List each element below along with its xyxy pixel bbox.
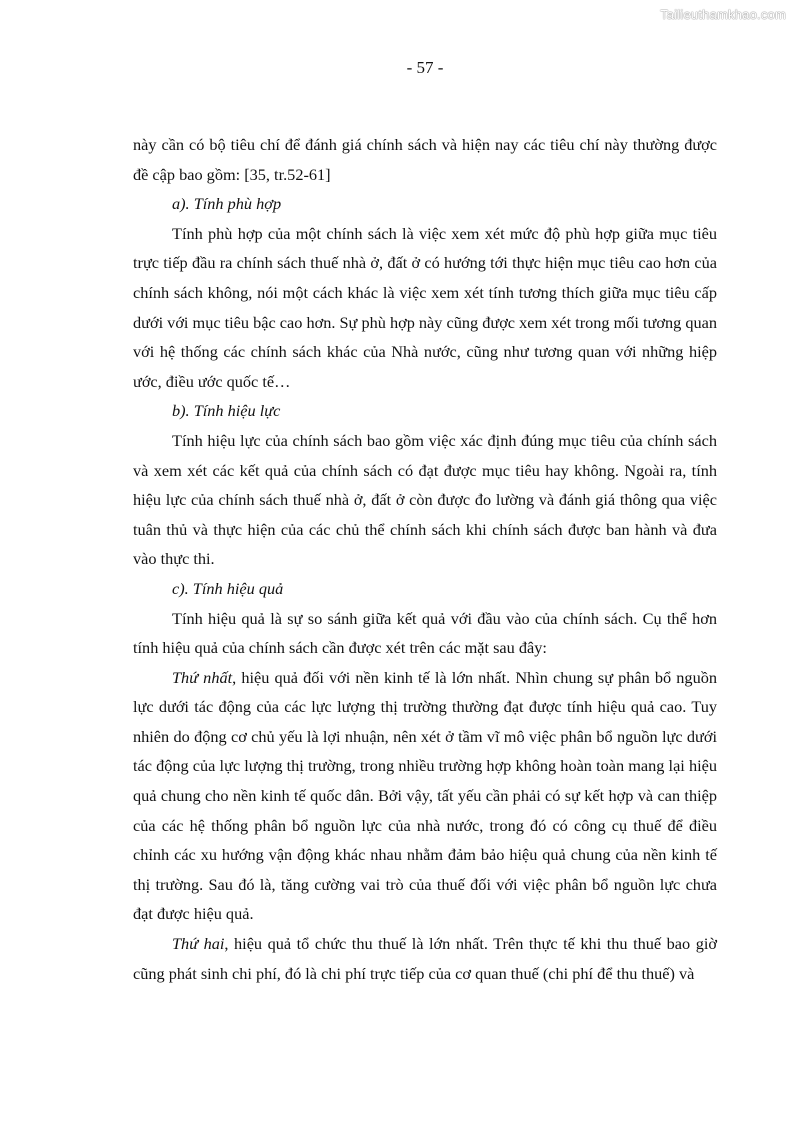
paragraph-hieu-luc: Tính hiệu lực của chính sách bao gồm việc xác định đúng mục tiêu của chính sách và xem xét các kết quả của chính sách có đạt được mục tiêu hay không. Ngoài ra, tính hiệu lực của chính sách thuế nhà ở, đất ở còn được đo lường và đánh giá thông qua việc tuân thủ và thực hiện của các chủ thể chính sách khi chính sách được ban hành và đưa vào thực thi. — [133, 430, 717, 569]
watermark: Tailieuthamkhao.com — [660, 7, 786, 22]
paragraph-intro: này cần có bộ tiêu chí để đánh giá chính sách và hiện nay các tiêu chí này thường được đề cập bao gồm: [35, tr.52-61] — [133, 135, 717, 184]
document-body — [133, 130, 717, 988]
paragraph-hieu-qua: Tính hiệu quả là sự so sánh giữa kết quả với đầu vào của chính sách. Cụ thể hơn tính hiệu quả của chính sách cần được xét trên các mặt sau đây: — [133, 608, 717, 658]
section-heading-b: b). Tính hiệu lực — [172, 401, 281, 421]
page-number: - 57 - — [406, 58, 444, 77]
paragraph-thu-hai-text: , hiệu quả tổ chức thu thuế là lớn nhất. Trên thực tế khi thu thuế bao giờ cũng phát sinh chi phí, đó là chi phí trực tiếp của cơ quan thuế (chi phí để thu thuế) và — [133, 934, 717, 983]
section-heading-a: a). Tính phù hợp — [172, 194, 282, 214]
paragraph-thu-nhat-text: , hiệu quả đối với nền kinh tế là lớn nhất. Nhìn chung sự phân bổ nguồn lực dưới tác động của các lực lượng thị trường thường đạt được tính hiệu quả cao. Tuy nhiên do động cơ chủ yếu là lợi nhuận, nên xét ở tầm vĩ mô việc phân bổ nguồn lực dưới tác động của lực lượng thị trường, trong nhiều trường hợp không hoàn toàn mang lại hiệu quả chung cho nền kinh tế quốc dân. Bởi vậy, tất yếu cần phải có sự kết hợp và can thiệp của các hệ thống phân bổ nguồn lực của nhà nước, trong đó có công cụ thuế để điều chỉnh các xu hướng vận động khác nhau nhằm đảm bảo hiệu quả chung của nền kinh tế thị trường. Sau đó là, tăng cường vai trò của thuế đối với việc phân bổ nguồn lực chưa đạt được hiệu quả. — [133, 667, 717, 924]
paragraph-thu-hai — [133, 929, 717, 988]
lead-term-thu-nhat: Thứ nhất — [172, 667, 233, 687]
paragraph-thu-nhat — [133, 663, 717, 929]
paragraph-phu-hop: Tính phù hợp của một chính sách là việc xem xét mức độ phù hợp giữa mục tiêu trực tiếp đầu ra chính sách thuế nhà ở, đất ở có hướng tới thực hiện mục tiêu cao hơn của chính sách không, nói một cách khác là việc xem xét tính tương thích giữa mục tiêu cấp dưới với mục tiêu bậc cao hơn. Sự phù hợp này cũng được xem xét trong mối tương quan với hệ thống các chính sách khác của Nhà nước, cũng như tương quan với những hiệp ước, điều ước quốc tế… — [133, 223, 717, 391]
lead-term-thu-hai: Thứ hai — [172, 934, 225, 954]
section-heading-c: c). Tính hiệu quả — [172, 578, 284, 598]
